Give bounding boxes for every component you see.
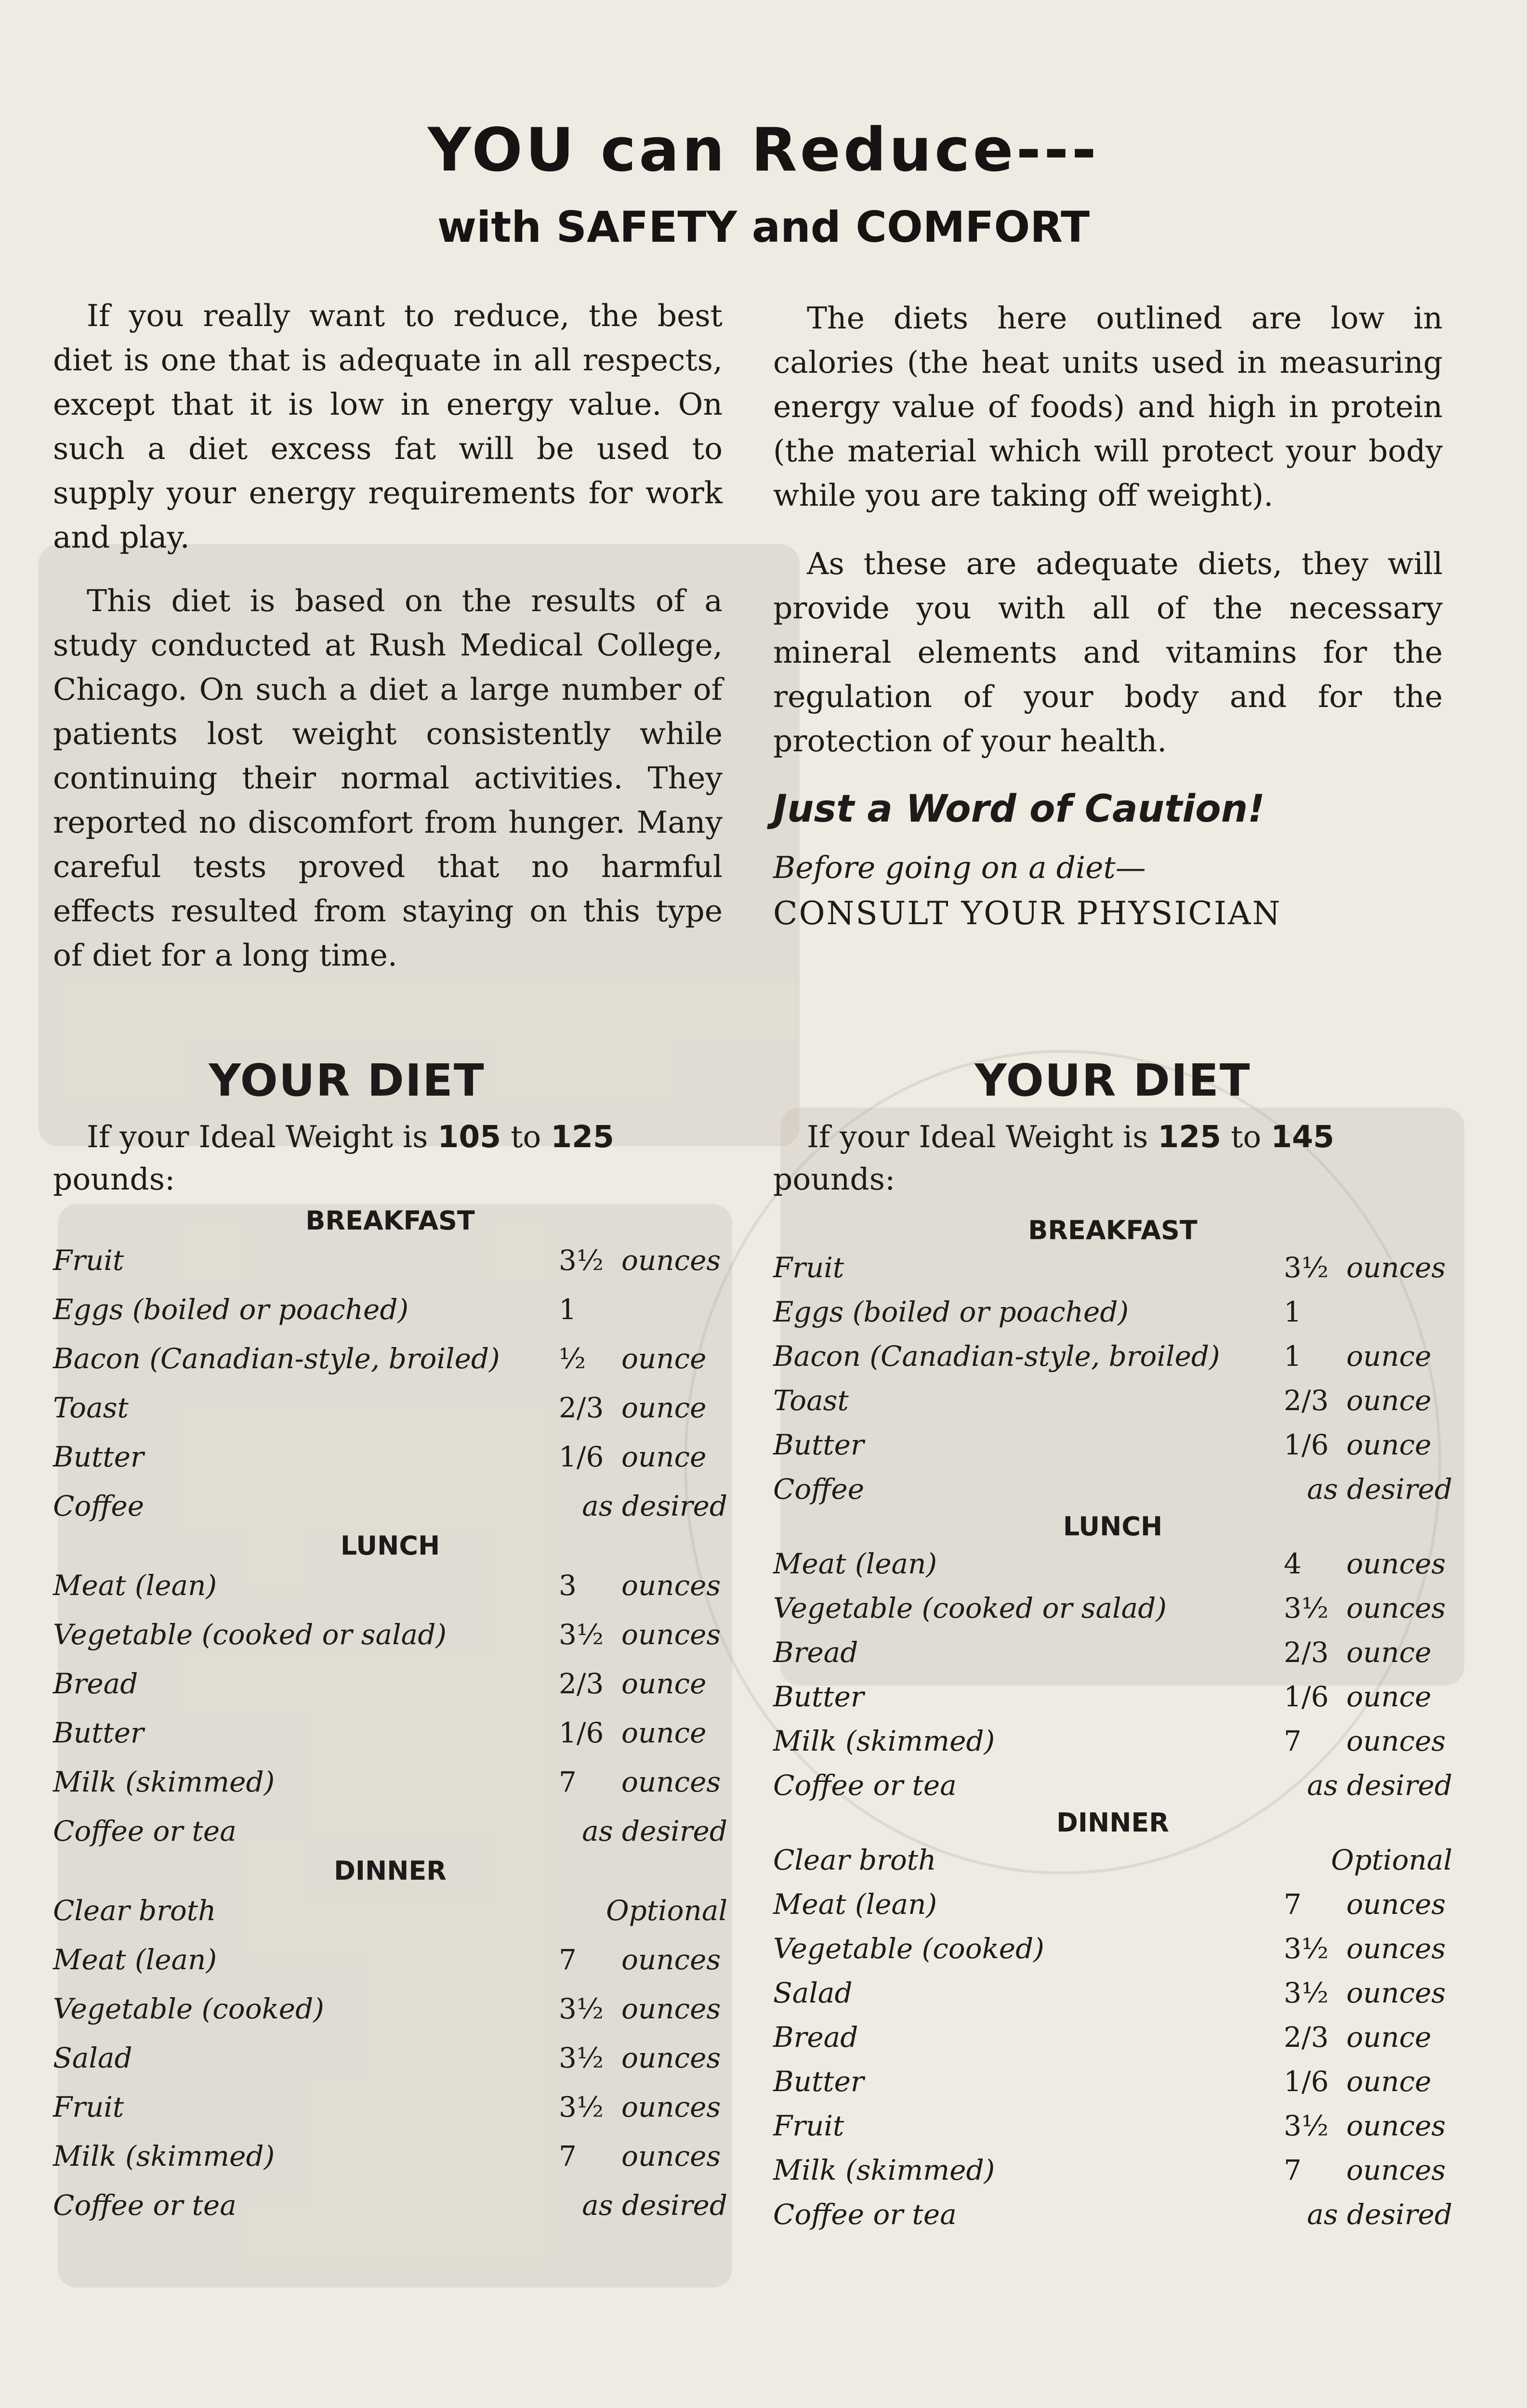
- diet-item-food: Toast: [773, 1384, 849, 1417]
- diet-item-amount: 1/6: [1284, 1680, 1329, 1713]
- diet-item-unit: ounce: [621, 1440, 707, 1473]
- diet-item-food: Vegetable (cooked or salad): [53, 1618, 447, 1651]
- diet-item-row: [53, 1659, 727, 1708]
- diet-item-food: Meat (lean): [53, 1943, 217, 1976]
- caution-heading: Just a Word of Caution!: [773, 787, 1265, 831]
- meal-heading-breakfast: BREAKFAST: [1028, 1215, 1198, 1245]
- diet-item-food: Butter: [773, 1428, 864, 1461]
- diet-item-row: [773, 1542, 1452, 1586]
- diet-item-amount: 2/3: [1284, 1384, 1329, 1417]
- diet-item-food: Butter: [53, 1440, 144, 1473]
- diet-item-unit: ounce: [1346, 1636, 1432, 1669]
- diet-item-row: [53, 1432, 727, 1481]
- weight-high: 145: [1271, 1119, 1334, 1154]
- diet-item-row: [773, 1334, 1452, 1378]
- diet-item-food: Vegetable (cooked): [53, 1992, 324, 2025]
- weight-low: 105: [437, 1119, 501, 1154]
- diet-item-food: Salad: [773, 1976, 853, 2009]
- diet-item-row: [53, 2132, 727, 2181]
- diet-item-amount: Optional: [606, 1894, 727, 1927]
- caution-line: Before going on a diet—: [773, 850, 1146, 885]
- diet-intro-suffix: pounds:: [773, 1162, 895, 1197]
- diet-item-amount: 1: [1284, 1296, 1302, 1328]
- diet-item-unit: ounces: [621, 1618, 721, 1651]
- diet-item-amount: 3½: [1284, 1592, 1329, 1624]
- diet-item-unit: ounces: [621, 2042, 721, 2074]
- diet-item-row: [773, 2148, 1452, 2192]
- diet-item-amount: 3½: [1284, 1932, 1329, 1965]
- diet-item-unit: ounce: [1346, 1340, 1432, 1373]
- intro-paragraph: If you really want to reduce, the best diet is one that is adequate in all respects, except that it is low in energy value. On such a diet excess fat will be used to supply your energy requirements for work and play.: [53, 298, 723, 555]
- diet-item-row: [53, 1481, 727, 1531]
- diet-item-row: [773, 1971, 1452, 2015]
- diet-item-row: [773, 1290, 1452, 1334]
- diet-item-food: Milk (skimmed): [773, 2154, 995, 2186]
- diet-item-row: [773, 1586, 1452, 1630]
- diet-item-amount: 1: [559, 1293, 577, 1326]
- diet-item-unit: ounces: [1346, 1251, 1446, 1284]
- diet-item-row: [53, 1236, 727, 1285]
- diet-item-unit: ounces: [621, 1569, 721, 1602]
- page-title: YOU can Reduce---: [428, 116, 1099, 185]
- diet-item-food: Coffee or tea: [773, 2198, 957, 2231]
- diet-item-food: Clear broth: [773, 1844, 936, 1876]
- diet-item-amount: 1: [1284, 1340, 1302, 1373]
- weight-to: to: [1231, 1119, 1262, 1154]
- intro-left-column: [53, 294, 723, 978]
- diet-item-unit: ounce: [621, 1391, 707, 1424]
- diet-item-row: [53, 2033, 727, 2082]
- diet-item-row: [773, 2192, 1452, 2237]
- diet-item-amount: 3½: [559, 1244, 604, 1277]
- diet-item-amount: as desired: [582, 2189, 727, 2222]
- diet-item-unit: ounce: [621, 1667, 707, 1700]
- diet-item-row: [53, 1610, 727, 1659]
- diet-item-amount: 3½: [559, 1992, 604, 2025]
- diet-intro-prefix: If your Ideal Weight is: [87, 1119, 428, 1154]
- diet-item-row: [53, 1984, 727, 2033]
- lunch-list: [773, 1542, 1452, 1807]
- diet-item-unit: ounces: [1346, 1976, 1446, 2009]
- diet-item-food: Milk (skimmed): [53, 2140, 275, 2172]
- diet-item-amount: 2/3: [559, 1391, 604, 1424]
- diet-item-amount: 2/3: [1284, 1636, 1329, 1669]
- diet-right: [773, 1055, 1452, 2237]
- diet-item-food: Meat (lean): [773, 1547, 937, 1580]
- diet-item-food: Vegetable (cooked): [773, 1932, 1044, 1965]
- meal-heading-dinner: DINNER: [1056, 1807, 1169, 1838]
- diet-item-amount: 3½: [559, 2042, 604, 2074]
- diet-item-food: Butter: [773, 2065, 864, 2098]
- diet-item-row: [53, 1285, 727, 1334]
- caution-consult: CONSULT YOUR PHYSICIAN: [773, 895, 1282, 932]
- diet-item-row: [53, 2082, 727, 2132]
- diet-item-row: [53, 1561, 727, 1610]
- diet-item-food: Butter: [53, 1716, 144, 1749]
- diet-item-food: Coffee or tea: [53, 1815, 237, 1847]
- diet-item-amount: 1/6: [559, 1716, 604, 1749]
- diet-item-amount: 7: [1284, 1888, 1302, 1921]
- diet-intro-suffix: pounds:: [53, 1162, 175, 1197]
- diet-item-row: [773, 1245, 1452, 1290]
- diet-item-unit: ounces: [621, 1244, 721, 1277]
- diet-item-unit: ounce: [1346, 1428, 1432, 1461]
- diet-item-amount: as desired: [1307, 1473, 1452, 1505]
- breakfast-list: [53, 1236, 727, 1531]
- diet-item-row: [773, 1467, 1452, 1511]
- diet-item-food: Coffee or tea: [53, 2189, 237, 2222]
- diet-item-food: Bacon (Canadian-style, broiled): [53, 1342, 500, 1375]
- diet-item-amount: 1/6: [1284, 2065, 1329, 2098]
- diet-intro-prefix: If your Ideal Weight is: [807, 1119, 1148, 1154]
- diet-item-unit: ounces: [621, 2140, 721, 2172]
- diet-item-food: Fruit: [53, 1244, 124, 1277]
- diet-item-amount: 7: [559, 1943, 577, 1976]
- diet-item-food: Vegetable (cooked or salad): [773, 1592, 1167, 1624]
- diet-item-amount: 3½: [559, 2091, 604, 2123]
- diet-item-row: [53, 1757, 727, 1806]
- diet-item-amount: 7: [1284, 1725, 1302, 1757]
- meal-heading-lunch: LUNCH: [1063, 1511, 1163, 1542]
- dinner-list: [773, 1838, 1452, 2237]
- diet-item-amount: as desired: [582, 1815, 727, 1847]
- dinner-list: [53, 1886, 727, 2230]
- diet-item-amount: 3½: [1284, 1251, 1329, 1284]
- diet-item-unit: ounces: [1346, 2109, 1446, 2142]
- diet-item-food: Eggs (boiled or poached): [773, 1296, 1129, 1328]
- diet-item-row: [773, 1882, 1452, 1926]
- diet-item-row: [773, 2104, 1452, 2148]
- diet-item-row: [773, 1423, 1452, 1467]
- diet-item-amount: Optional: [1331, 1844, 1452, 1876]
- diet-item-unit: ounces: [1346, 1547, 1446, 1580]
- diet-item-food: Coffee: [773, 1473, 865, 1505]
- diet-heading: YOUR DIET: [974, 1055, 1251, 1106]
- diet-item-food: Milk (skimmed): [773, 1725, 995, 1757]
- diet-item-unit: ounces: [1346, 1888, 1446, 1921]
- diet-item-amount: as desired: [582, 1490, 727, 1522]
- diet-item-amount: 7: [1284, 2154, 1302, 2186]
- diet-item-row: [53, 1383, 727, 1432]
- diet-item-food: Fruit: [773, 2109, 844, 2142]
- diet-item-food: Coffee: [53, 1490, 145, 1522]
- diet-item-amount: 1/6: [1284, 1428, 1329, 1461]
- diet-item-row: [773, 1763, 1452, 1807]
- diet-item-food: Meat (lean): [53, 1569, 217, 1602]
- diet-item-amount: 7: [559, 1766, 577, 1798]
- diet-item-row: [773, 1675, 1452, 1719]
- diet-item-unit: ounce: [621, 1342, 707, 1375]
- diet-intro: [53, 1116, 727, 1201]
- diet-item-amount: 4: [1284, 1547, 1302, 1580]
- diet-item-amount: 1/6: [559, 1440, 604, 1473]
- diet-item-row: [773, 1838, 1452, 1882]
- diet-item-food: Eggs (boiled or poached): [53, 1293, 409, 1326]
- diet-item-food: Bread: [773, 2021, 858, 2054]
- diet-item-food: Bread: [773, 1636, 858, 1669]
- intro-paragraph: The diets here outlined are low in calories (the heat units used in measuring energy value of foods) and high in protein (the material which will protect your body while you are taking off weight).: [773, 301, 1443, 513]
- diet-item-row: [773, 1630, 1452, 1675]
- diet-item-unit: ounces: [621, 1992, 721, 2025]
- diet-left: [53, 1055, 727, 2230]
- diet-item-row: [53, 1886, 727, 1935]
- diet-item-row: [53, 2181, 727, 2230]
- diet-intro: [773, 1116, 1452, 1201]
- diet-item-row: [53, 1334, 727, 1383]
- diet-item-unit: ounce: [621, 1716, 707, 1749]
- diet-item-unit: ounces: [1346, 1592, 1446, 1624]
- diet-item-row: [773, 1719, 1452, 1763]
- diet-item-amount: 3½: [559, 1618, 604, 1651]
- diet-item-food: Fruit: [53, 2091, 124, 2123]
- diet-item-amount: 2/3: [559, 1667, 604, 1700]
- meal-heading-breakfast: BREAKFAST: [305, 1205, 475, 1236]
- diet-item-row: [53, 1708, 727, 1757]
- diet-item-unit: ounces: [1346, 1725, 1446, 1757]
- meal-heading-dinner: DINNER: [334, 1856, 447, 1886]
- diet-item-food: Coffee or tea: [773, 1769, 957, 1802]
- diet-item-food: Clear broth: [53, 1894, 216, 1927]
- intro-paragraph: This diet is based on the results of a study conducted at Rush Medical College, Chicago. On such a diet a large number of patients lost weight consistently while continuing their normal activities. They reported no discomfort from hunger. Many careful tests proved that no harmful effects resulted from staying on this type of diet for a long time.: [53, 583, 723, 973]
- diet-item-food: Butter: [773, 1680, 864, 1713]
- diet-item-row: [773, 2015, 1452, 2059]
- breakfast-list: [773, 1245, 1452, 1511]
- diet-item-amount: 2/3: [1284, 2021, 1329, 2054]
- weight-low: 125: [1158, 1119, 1222, 1154]
- diet-item-unit: ounce: [1346, 2021, 1432, 2054]
- weight-high: 125: [551, 1119, 614, 1154]
- diet-item-amount: 7: [559, 2140, 577, 2172]
- diet-item-row: [773, 2059, 1452, 2104]
- weight-to: to: [511, 1119, 541, 1154]
- diet-item-unit: ounce: [1346, 1384, 1432, 1417]
- diet-item-amount: ½: [559, 1342, 586, 1375]
- diet-item-unit: ounces: [1346, 1932, 1446, 1965]
- diet-item-row: [773, 1926, 1452, 1971]
- diet-item-amount: 3½: [1284, 2109, 1329, 2142]
- page-subtitle: with SAFETY and COMFORT: [437, 202, 1090, 252]
- intro-paragraph: As these are adequate diets, they will provide you with all of the necessary mineral elements and vitamins for the regulation of your body and for the protection of your health.: [773, 546, 1443, 759]
- diet-item-food: Bacon (Canadian-style, broiled): [773, 1340, 1220, 1373]
- diet-item-row: [53, 1806, 727, 1856]
- diet-item-amount: 3: [559, 1569, 577, 1602]
- caution-section: [773, 787, 1443, 932]
- diet-item-row: [773, 1378, 1452, 1423]
- diet-heading: YOUR DIET: [209, 1055, 485, 1106]
- diet-item-food: Fruit: [773, 1251, 844, 1284]
- diet-item-unit: ounces: [1346, 2154, 1446, 2186]
- intro-right-column: [773, 296, 1443, 932]
- meal-heading-lunch: LUNCH: [340, 1531, 440, 1561]
- diet-item-amount: as desired: [1307, 2198, 1452, 2231]
- diet-item-row: [53, 1935, 727, 1984]
- diet-item-food: Bread: [53, 1667, 138, 1700]
- diet-item-unit: ounce: [1346, 2065, 1432, 2098]
- diet-item-amount: as desired: [1307, 1769, 1452, 1802]
- diet-item-unit: ounces: [621, 2091, 721, 2123]
- diet-item-food: Salad: [53, 2042, 132, 2074]
- diet-item-food: Milk (skimmed): [53, 1766, 275, 1798]
- lunch-list: [53, 1561, 727, 1856]
- diet-item-food: Meat (lean): [773, 1888, 937, 1921]
- diet-item-amount: 3½: [1284, 1976, 1329, 2009]
- diet-item-unit: ounces: [621, 1766, 721, 1798]
- diet-item-unit: ounces: [621, 1943, 721, 1976]
- diet-item-food: Toast: [53, 1391, 129, 1424]
- diet-item-unit: ounce: [1346, 1680, 1432, 1713]
